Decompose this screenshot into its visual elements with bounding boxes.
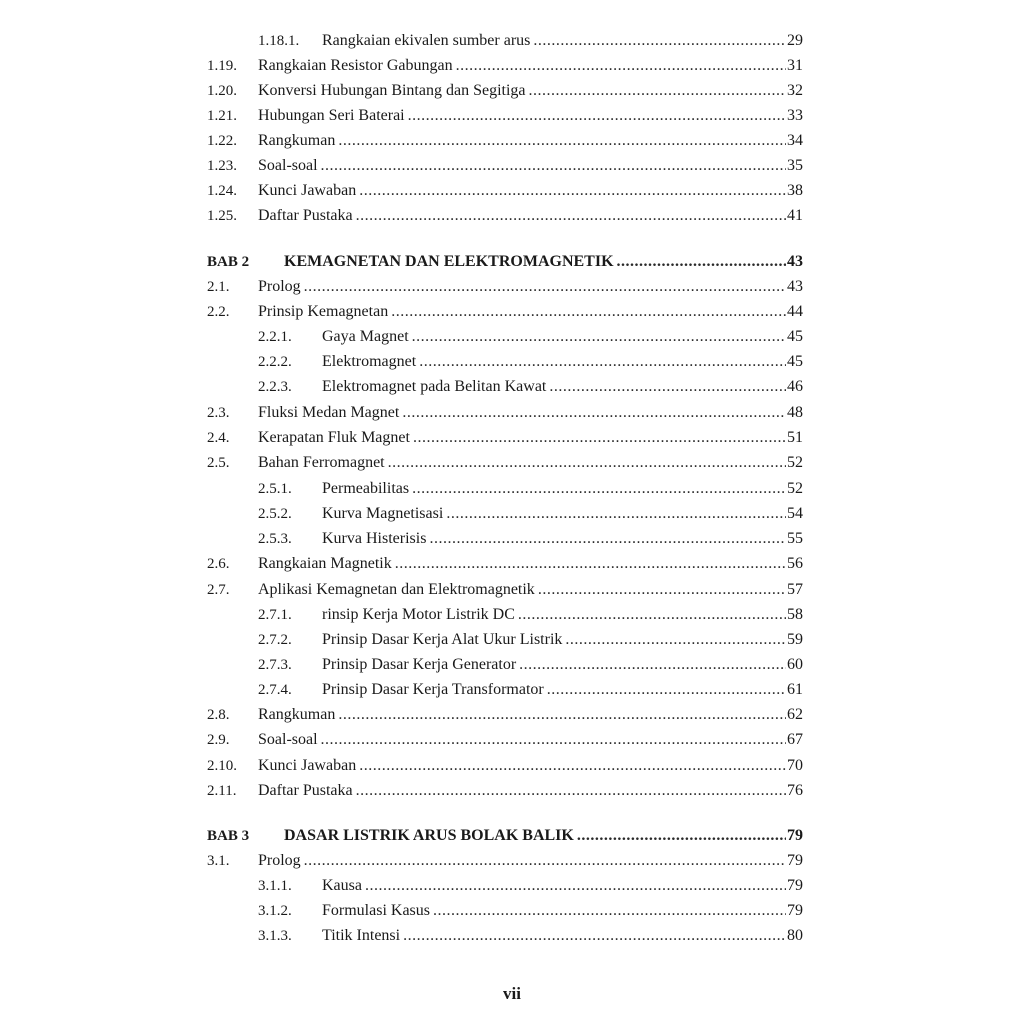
entry-page: 48	[787, 404, 803, 421]
leader-dots	[518, 603, 786, 627]
leader-dots	[402, 401, 786, 425]
entry-title: Konversi Hubungan Bintang dan Segitiga	[258, 82, 526, 99]
toc-entry	[207, 54, 803, 78]
toc-entry	[207, 703, 803, 727]
leader-dots	[304, 849, 786, 873]
entry-number: 3.1.2.	[258, 903, 292, 919]
entry-title: Daftar Pustaka	[258, 207, 353, 224]
entry-number: 2.7.	[207, 582, 230, 598]
leader-dots	[433, 899, 786, 923]
entry-title: Prolog	[258, 278, 301, 295]
entry-title: Prinsip Dasar Kerja Generator	[322, 656, 517, 673]
leader-dots	[408, 104, 786, 128]
leader-dots	[338, 703, 786, 727]
leader-dots	[412, 477, 786, 501]
entry-title: Kunci Jawaban	[258, 182, 357, 199]
entry-number: 1.23.	[207, 158, 237, 174]
toc-entry	[207, 477, 803, 501]
chapter-number: BAB 3	[207, 828, 250, 844]
entry-page: 35	[787, 157, 803, 174]
leader-dots	[388, 451, 786, 475]
entry-number: 1.24.	[207, 183, 237, 199]
entry-title: rinsip Kerja Motor Listrik DC	[322, 606, 515, 623]
entry-number: 2.5.1.	[258, 481, 292, 497]
leader-dots	[356, 779, 786, 803]
toc-entry	[207, 653, 803, 677]
toc-entry	[207, 728, 803, 752]
toc-entry	[207, 300, 803, 324]
toc-entry	[207, 502, 803, 526]
toc-entry	[207, 899, 803, 923]
entry-page: 34	[787, 132, 803, 149]
entry-number: 2.3.	[207, 405, 230, 421]
entry-page: 51	[787, 429, 803, 446]
leader-dots	[391, 300, 786, 324]
entry-number: 2.2.3.	[258, 379, 292, 395]
entry-number: 1.18.1.	[258, 33, 300, 49]
entry-title: Rangkuman	[258, 132, 336, 149]
toc-entry	[207, 527, 803, 551]
entry-number: 3.1.3.	[258, 928, 292, 944]
entry-page: 79	[787, 852, 803, 869]
entry-number: 1.25.	[207, 208, 237, 224]
leader-dots	[413, 426, 786, 450]
entry-title: Kurva Histerisis	[322, 530, 427, 547]
entry-page: 33	[787, 107, 803, 124]
entry-title: Soal-soal	[258, 731, 318, 748]
entry-number: 2.5.2.	[258, 506, 292, 522]
leader-dots	[538, 578, 786, 602]
entry-page: 62	[787, 706, 803, 723]
leader-dots	[321, 728, 786, 752]
toc-entry	[207, 849, 803, 873]
entry-number: 2.11.	[207, 783, 237, 799]
entry-number: 2.7.4.	[258, 682, 292, 698]
toc-entry	[207, 426, 803, 450]
leader-dots	[529, 79, 786, 103]
leader-dots	[412, 325, 786, 349]
entry-number: 2.10.	[207, 758, 237, 774]
leader-dots	[446, 502, 786, 526]
entry-title: Kerapatan Fluk Magnet	[258, 429, 410, 446]
entry-number: 1.22.	[207, 133, 237, 149]
entry-page: 45	[787, 353, 803, 370]
leader-dots	[577, 824, 786, 848]
leader-dots	[356, 204, 786, 228]
leader-dots	[429, 527, 786, 551]
leader-dots	[549, 375, 786, 399]
leader-dots	[304, 275, 786, 299]
toc-entry	[207, 578, 803, 602]
leader-dots	[617, 250, 786, 274]
leader-dots	[456, 54, 786, 78]
entry-number: 2.7.3.	[258, 657, 292, 673]
entry-page: 52	[787, 480, 803, 497]
entry-title: Kunci Jawaban	[258, 757, 357, 774]
entry-title: Rangkuman	[258, 706, 336, 723]
toc-entry	[207, 628, 803, 652]
entry-number: 2.2.	[207, 304, 230, 320]
entry-page: 38	[787, 182, 803, 199]
entry-title: Aplikasi Kemagnetan dan Elektromagnetik	[258, 581, 535, 598]
entry-number: 2.5.3.	[258, 531, 292, 547]
toc-entry	[207, 603, 803, 627]
entry-title: Permeabilitas	[322, 480, 410, 497]
leader-dots	[395, 552, 786, 576]
leader-dots	[519, 653, 786, 677]
entry-title: Rangkaian Resistor Gabungan	[258, 57, 453, 74]
toc-entry	[207, 29, 803, 53]
entry-page: 76	[787, 782, 803, 799]
toc-entry	[207, 179, 803, 203]
entry-number: 1.21.	[207, 108, 237, 124]
entry-title: Hubungan Seri Baterai	[258, 107, 405, 124]
entry-page: 45	[787, 328, 803, 345]
entry-title: Elektromagnet	[322, 353, 417, 370]
entry-page: 56	[787, 555, 803, 572]
entry-title: Gaya Magnet	[322, 328, 409, 345]
leader-dots	[359, 179, 786, 203]
entry-page: 44	[787, 303, 803, 320]
toc-entry	[207, 874, 803, 898]
entry-number: 2.2.2.	[258, 354, 292, 370]
entry-number: 2.7.1.	[258, 607, 292, 623]
toc-entry	[207, 79, 803, 103]
toc-entry	[207, 779, 803, 803]
entry-page: 79	[787, 877, 803, 894]
toc-entry	[207, 275, 803, 299]
entry-page: 29	[787, 32, 803, 49]
entry-page: 59	[787, 631, 803, 648]
leader-dots	[547, 678, 786, 702]
leader-dots	[533, 29, 786, 53]
entry-title: Rangkaian ekivalen sumber arus	[322, 32, 531, 49]
leader-dots	[321, 154, 786, 178]
entry-page: 60	[787, 656, 803, 673]
entry-number: 2.1.	[207, 279, 230, 295]
entry-page: 80	[787, 927, 803, 944]
entry-title: Kausa	[322, 877, 362, 894]
toc-entry	[207, 451, 803, 475]
entry-number: 1.20.	[207, 83, 237, 99]
entry-number: 2.2.1.	[258, 329, 292, 345]
toc-entry	[207, 678, 803, 702]
leader-dots	[338, 129, 786, 153]
toc-entry	[207, 104, 803, 128]
entry-number: 2.6.	[207, 556, 230, 572]
page-number: vii	[503, 984, 521, 1003]
entry-page: 67	[787, 731, 803, 748]
entry-page: 52	[787, 454, 803, 471]
entry-page: 58	[787, 606, 803, 623]
toc-entry	[207, 401, 803, 425]
entry-page: 54	[787, 505, 803, 522]
chapter-page: 79	[787, 827, 803, 844]
toc-entry	[207, 552, 803, 576]
chapter-page: 43	[787, 253, 803, 270]
entry-page: 32	[787, 82, 803, 99]
entry-number: 2.4.	[207, 430, 230, 446]
entry-title: Kurva Magnetisasi	[322, 505, 444, 522]
entry-title: Daftar Pustaka	[258, 782, 353, 799]
toc-entry	[207, 350, 803, 374]
toc-entry	[207, 325, 803, 349]
toc-entry	[207, 204, 803, 228]
entry-title: Elektromagnet pada Belitan Kawat	[322, 378, 547, 395]
toc-entry	[207, 924, 803, 948]
entry-title: Titik Intensi	[322, 927, 401, 944]
leader-dots	[359, 754, 786, 778]
entry-number: 1.19.	[207, 58, 237, 74]
chapter-heading	[207, 824, 803, 848]
entry-title: Fluksi Medan Magnet	[258, 404, 400, 421]
entry-number: 2.9.	[207, 732, 230, 748]
toc-entry	[207, 154, 803, 178]
leader-dots	[403, 924, 786, 948]
entry-number: 3.1.1.	[258, 878, 292, 894]
entry-title: Formulasi Kasus	[322, 902, 430, 919]
entry-title: Prinsip Dasar Kerja Transformator	[322, 681, 544, 698]
entry-number: 3.1.	[207, 853, 230, 869]
entry-page: 61	[787, 681, 803, 698]
toc-entry	[207, 754, 803, 778]
leader-dots	[419, 350, 786, 374]
leader-dots	[565, 628, 786, 652]
entry-title: Prinsip Dasar Kerja Alat Ukur Listrik	[322, 631, 563, 648]
toc-entry	[207, 375, 803, 399]
entry-number: 2.7.2.	[258, 632, 292, 648]
entry-number: 2.5.	[207, 455, 230, 471]
chapter-title: DASAR LISTRIK ARUS BOLAK BALIK	[284, 827, 574, 844]
entry-page: 57	[787, 581, 803, 598]
chapter-title: KEMAGNETAN DAN ELEKTROMAGNETIK	[284, 253, 614, 270]
entry-number: 2.8.	[207, 707, 230, 723]
entry-title: Bahan Ferromagnet	[258, 454, 385, 471]
entry-title: Soal-soal	[258, 157, 318, 174]
entry-page: 31	[787, 57, 803, 74]
toc-entry	[207, 129, 803, 153]
entry-title: Rangkaian Magnetik	[258, 555, 392, 572]
entry-page: 70	[787, 757, 803, 774]
chapter-number: BAB 2	[207, 254, 250, 270]
entry-page: 43	[787, 278, 803, 295]
entry-page: 46	[787, 378, 803, 395]
entry-title: Prolog	[258, 852, 301, 869]
entry-title: Prinsip Kemagnetan	[258, 303, 389, 320]
entry-page: 79	[787, 902, 803, 919]
entry-page: 55	[787, 530, 803, 547]
leader-dots	[365, 874, 786, 898]
chapter-heading	[207, 250, 803, 274]
entry-page: 41	[787, 207, 803, 224]
